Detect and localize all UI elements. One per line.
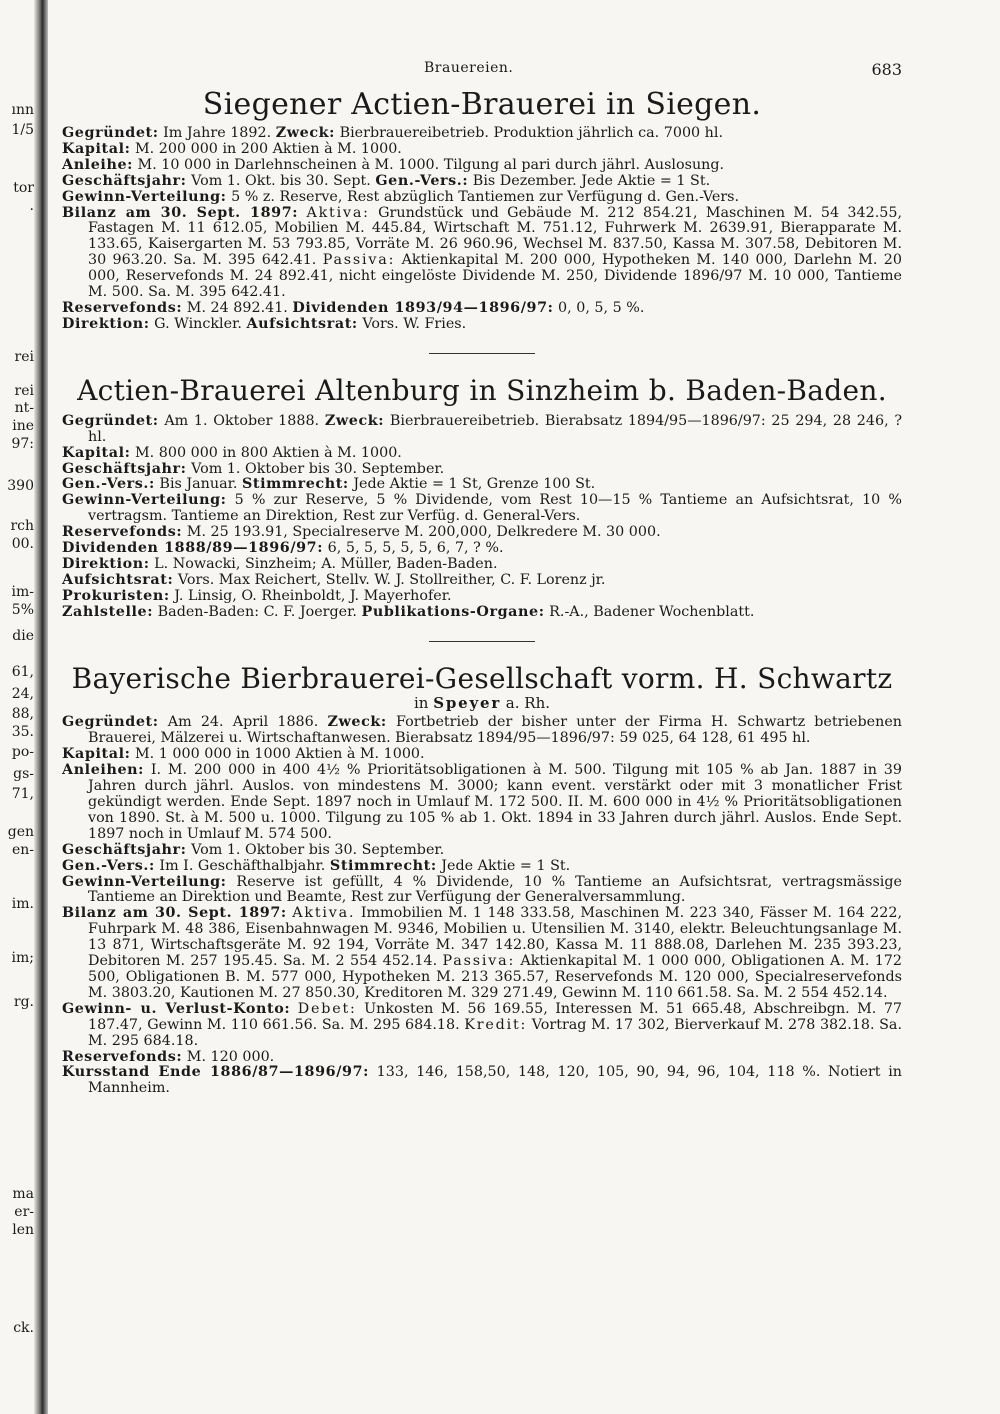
margin-fragment: .	[29, 198, 34, 214]
margin-fragment: 97:	[11, 436, 34, 452]
spaced-label: Kredit:	[464, 1016, 528, 1033]
field-text: 5 % zur Reserve, 5 % Dividende, vom Rest 10—15 % Tantieme an Aufsichtsrat, 10 % vertragsm. Tantieme an Direktion, Rest zur Verfüg. d. General-Vers.	[88, 492, 902, 525]
entry-paragraph	[62, 126, 902, 142]
margin-fragment: en-	[11, 842, 34, 858]
running-head	[62, 60, 902, 82]
field-text: M. 200 000 in 200 Aktien à M. 1000.	[130, 140, 402, 157]
entry-paragraph	[62, 462, 902, 478]
subheading-place: Speyer	[433, 693, 502, 712]
field-label: Dividenden 1888/89—1896/97:	[62, 540, 324, 557]
field-text: 5 % z. Reserve, Rest abzüglich Tantiemen zur Verfügung d. Gen.-Vers.	[226, 188, 740, 205]
margin-fragment: gs-	[13, 766, 34, 782]
field-label: Direktion:	[62, 315, 150, 332]
field-text: M. 10 000 in Darlehnscheinen à M. 1000. Tilgung al pari durch jährl. Auslosung.	[133, 156, 725, 173]
section-divider	[429, 353, 535, 354]
spaced-label: Passiva:	[322, 252, 396, 269]
field-text: Vom 1. Oktober bis 30. September.	[186, 460, 445, 477]
field-text: Im Jahre 1892.	[158, 125, 276, 141]
margin-fragment: 71,	[11, 786, 34, 802]
margin-fragment: 88,	[11, 706, 34, 722]
field-text: Fortbetrieb der bisher unter der Firma H. Schwartz betriebenen Brauerei, Mälzerei u. Wirtschaftanwesen. Bierabsatz 1894/95—1896/97: 59 025, 64 128, 61 495 hl.	[88, 714, 902, 747]
field-text	[290, 1001, 297, 1017]
spaced-label: Passiva:	[442, 953, 516, 970]
field-label: Reservefonds:	[62, 1048, 183, 1065]
field-label: Stimmrecht:	[329, 857, 437, 874]
margin-fragment: im-	[11, 584, 34, 600]
field-text: Grundstück und Gebäude M. 212 854.21, Maschinen M. 54 342.55, Fastagen M. 11 612.05, Mobilien M. 445.84, Wirtschaft M. 751.12, Fuhrwerk M. 2639.91, Bierapparate M. 133.65, Kaisergarten M. 53 793.85, Vorräte M. 26 960.96, Wechsel M. 837.50, Kassa M. 307.58, Debitoren M. 30 963.20. Sa. M. 395 642.41.	[88, 204, 903, 269]
field-label: Anleihe:	[62, 156, 134, 173]
field-text: Vors. W. Fries.	[357, 315, 467, 332]
field-label: Aufsichtsrat:	[246, 315, 358, 332]
entry-paragraph	[62, 859, 902, 875]
field-text: Vom 1. Oktober bis 30. September.	[186, 841, 445, 858]
field-text: Bierbrauereibetrieb. Bierabsatz 1894/95—1896/97: 25 294, 28 246, ? hl.	[88, 412, 902, 445]
entry-paragraph	[62, 525, 902, 541]
field-text: 6, 5, 5, 5, 5, 5, 6, 7, ? %.	[323, 540, 504, 557]
field-text: M. 800 000 in 800 Aktien à M. 1000.	[130, 444, 402, 461]
field-text: Reserve ist gefüllt, 4 % Dividende, 10 % Tantieme an Aufsichtsrat, vertragsmässige Tantieme an Direktion und Beamte, Rest zur Verfügung der Generalversammlung.	[88, 873, 902, 906]
margin-fragment: 24,	[11, 686, 34, 702]
field-label: Gegründet:	[62, 412, 159, 429]
field-label: Gewinn- u. Verlust-Konto:	[62, 1000, 291, 1017]
field-text: Jede Aktie = 1 St.	[436, 857, 571, 874]
field-label: Geschäftsjahr:	[62, 460, 187, 477]
entry-siegener-actien-brauerei	[62, 88, 902, 333]
field-text: Unkosten M. 56 169.55, Interessen M. 51 665.48, Abschreibgn. M. 77 187.47, Gewinn M. 110 661.56. Sa. M. 295 684.18.	[88, 1000, 903, 1033]
field-label: Gewinn-Verteilung:	[62, 188, 227, 205]
field-label: Bilanz am 30. Sept. 1897:	[62, 204, 299, 221]
margin-fragment: er-	[14, 1204, 34, 1220]
spaced-label: Aktiva:	[306, 204, 370, 221]
field-label: Publikations-Organe:	[361, 603, 545, 620]
field-label: Anleihen:	[62, 762, 145, 779]
field-text: Vors. Max Reichert, Stellv. W. J. Stollreither, C. F. Lorenz jr.	[173, 571, 606, 588]
margin-fragment: nt-	[14, 400, 34, 416]
margin-fragment: gen	[7, 824, 34, 840]
margin-fragment: rei	[14, 383, 34, 399]
entry-heading: Bayerische Bierbrauerei-Gesellschaft vorm. H. Schwartz	[71, 661, 893, 695]
field-label: Gen.-Vers.:	[62, 857, 155, 874]
field-text: Aktienkapital M. 1 000 000, Obligationen A. M. 172 500, Obligationen B. M. 577 000, Hypotheken M. 213 365.57, Reservefonds M. 120 000, Specialreservefonds M. 3803.20, Kautionen M. 27 850.30, Kreditoren M. 329 271.49, Gewinn M. 110 661.58. Sa. M. 2 554 452.14.	[88, 953, 902, 1001]
margin-fragment: len	[12, 1222, 34, 1238]
entry-bayerische-bierbrauerei	[62, 662, 902, 1098]
page-number: 683	[871, 60, 902, 79]
running-head-title: Brauereien.	[424, 60, 514, 76]
field-text: 0, 0, 5, 5 %.	[553, 299, 645, 316]
entry-paragraph	[62, 1050, 902, 1066]
section-divider	[429, 641, 535, 642]
margin-fragment: im.	[11, 896, 34, 912]
field-text: M. 25 193.91, Specialreserve M. 200,000, Delkredere M. 30 000.	[182, 524, 661, 541]
spaced-label: Aktiva.	[292, 905, 356, 922]
field-text: Baden-Baden: C. F. Joerger.	[153, 603, 362, 620]
field-text: 133, 146, 158,50, 148, 120, 105, 90, 94, 96, 104, 118 %. Notiert in Mannheim.	[88, 1064, 902, 1097]
entry-paragraph	[62, 589, 902, 605]
field-label: Reservefonds:	[62, 299, 183, 316]
field-text: I. M. 200 000 in 400 4½ % Prioritätsobligationen à M. 500. Tilgung mit 105 % ab Jan. 1887 in 39 Jahren durch jährl. Auslos. von mindestens M. 3000; kann event. verstärkt oder mit 3 monatlicher Frist gekündigt werden. Ende Sept. 1897 noch in Umlauf M. 172 500. II. M. 600 000 in 4½ % Prioritätsobligationen von 1890. St. à M. 500 u. 1000. Tilgung zu 105 % ab 1. Okt. 1894 in 33 Jahren durch jährl. Auslos. Ende Sept. 1897 noch in Umlauf M. 574 500.	[88, 762, 902, 842]
field-text: Am 1. Oktober 1888.	[158, 412, 325, 429]
entry-paragraph	[62, 747, 902, 763]
field-text: Bis Dezember. Jede Aktie = 1 St.	[468, 172, 711, 189]
entry-paragraph	[62, 843, 902, 859]
field-label: Direktion:	[62, 555, 150, 572]
margin-fragment: rei	[14, 349, 34, 365]
field-label: Zweck:	[324, 412, 385, 429]
entry-subheading	[62, 693, 902, 712]
entry-paragraph	[62, 206, 902, 301]
field-text: Vortrag M. 17 302, Bierverkauf M. 278 382.18. Sa. M. 295 684.18.	[88, 1016, 902, 1049]
field-text: M. 120 000.	[182, 1048, 275, 1065]
margin-fragment: ine	[12, 418, 34, 434]
margin-fragment: ck.	[13, 1320, 34, 1336]
field-label: Stimmrecht:	[241, 476, 349, 493]
field-label: Gen.-Vers.:	[62, 476, 155, 493]
field-label: Gegründet:	[62, 714, 159, 731]
field-text: Jede Aktie = 1 St, Grenze 100 St.	[348, 476, 596, 493]
left-margin-fragments	[0, 0, 34, 1414]
field-label: Zahlstelle:	[62, 603, 154, 620]
entry-body	[62, 715, 902, 1097]
margin-fragment: 00.	[11, 536, 34, 552]
field-text: M. 24 892.41.	[182, 299, 293, 316]
margin-fragment: 35.	[11, 724, 34, 740]
field-text: G. Winckler.	[149, 315, 247, 332]
entry-paragraph	[62, 446, 902, 462]
field-text: M. 1 000 000 in 1000 Aktien à M. 1000.	[130, 746, 425, 763]
entry-paragraph	[62, 477, 902, 493]
field-label: Aufsichtsrat:	[62, 571, 174, 588]
entry-paragraph	[62, 158, 902, 174]
field-label: Kapital:	[62, 746, 131, 763]
field-label: Gegründet:	[62, 125, 159, 141]
field-text: Aktienkapital M. 200 000, Hypotheken M. 140 000, Darlehn M. 20 000, Reservefonds M. 24 892.41, nicht eingelöste Dividende M. 250, Dividende 1896/97 M. 10 000, Tantieme M. 500. Sa. M. 395 642.41.	[88, 252, 902, 301]
field-label: Gen.-Vers.:	[375, 172, 469, 189]
field-text: Bis Januar.	[154, 476, 242, 493]
entry-paragraph	[62, 573, 902, 589]
field-label: Kursstand Ende 1886/87—1896/97:	[62, 1064, 369, 1081]
field-text: R.-A., Badener Wochenblatt.	[544, 603, 755, 620]
entry-paragraph	[62, 190, 902, 206]
margin-fragment: im;	[11, 950, 34, 966]
entry-paragraph	[62, 875, 902, 907]
margin-fragment: ma	[12, 1186, 34, 1202]
field-label: Zweck:	[275, 125, 336, 141]
entry-paragraph	[62, 1002, 902, 1050]
subheading-prefix: in	[413, 693, 434, 712]
margin-fragment: po-	[11, 744, 34, 760]
field-text: Vom 1. Okt. bis 30. Sept.	[186, 172, 376, 189]
entry-heading: Siegener Actien-Brauerei in Siegen.	[202, 87, 762, 122]
entry-body	[62, 414, 902, 621]
field-label: Prokuristen:	[62, 587, 170, 604]
field-label: Gewinn-Verteilung:	[62, 492, 227, 509]
page	[62, 60, 902, 1097]
margin-fragment: rg.	[13, 994, 34, 1010]
field-text: Am 24. April 1886.	[158, 714, 328, 731]
field-label: Geschäftsjahr:	[62, 172, 187, 189]
margin-fragment: 5%	[11, 602, 34, 618]
field-text: J. Linsig, O. Rheinboldt, J. Mayerhofer.	[169, 587, 452, 604]
spaced-label: Debet:	[297, 1000, 357, 1017]
margin-fragment: tor	[13, 180, 34, 196]
entry-paragraph	[62, 142, 902, 158]
entry-paragraph	[62, 906, 902, 1001]
entry-paragraph	[62, 414, 902, 446]
entry-paragraph	[62, 715, 902, 747]
entry-paragraph	[62, 1065, 902, 1097]
entry-paragraph	[62, 174, 902, 190]
margin-fragment: rch	[10, 518, 34, 534]
field-text: Im I. Geschäfthalbjahr.	[154, 857, 330, 874]
field-text: L. Nowacki, Sinzheim; A. Müller, Baden-Baden.	[149, 555, 498, 572]
field-text: Immobilien M. 1 148 333.58, Maschinen M. 223 340, Fässer M. 164 222, Fuhrpark M. 48 386, Eisenbahnwagen M. 9346, Mobilien u. Utensilien M. 3140, elektr. Beleuchtungsanlage M. 13 871, Wirtschaftsgeräte M. 92 194, Vorräte M. 347 142.80, Kassa M. 11 888.08, Darlehen M. 235 393.23, Debitoren M. 257 195.45. Sa. M. 2 554 452.14.	[88, 905, 903, 970]
field-label: Zweck:	[327, 714, 387, 731]
field-label: Dividenden 1893/94—1896/97:	[292, 299, 554, 316]
margin-fragment: 1/5	[11, 122, 34, 138]
entry-paragraph	[62, 605, 902, 621]
field-label: Geschäftsjahr:	[62, 841, 187, 858]
entry-body	[62, 126, 902, 333]
field-label: Kapital:	[62, 444, 131, 461]
entry-paragraph	[62, 493, 902, 525]
book-spine	[34, 0, 48, 1414]
entry-paragraph	[62, 557, 902, 573]
field-label: Kapital:	[62, 140, 131, 157]
subheading-suffix: a. Rh.	[501, 693, 551, 712]
entry-paragraph	[62, 317, 902, 333]
entry-actien-brauerei-altenburg	[62, 374, 902, 621]
margin-fragment: die	[12, 628, 34, 644]
margin-fragment: 61,	[11, 664, 34, 680]
field-label: Bilanz am 30. Sept. 1897:	[62, 905, 287, 922]
margin-fragment: ınn	[11, 102, 34, 118]
entry-paragraph	[62, 541, 902, 557]
entry-heading: Actien-Brauerei Altenburg in Sinzheim b. Baden-Baden.	[77, 373, 887, 407]
margin-fragment: 390	[7, 478, 34, 494]
entry-paragraph	[62, 763, 902, 843]
field-label: Gewinn-Verteilung:	[62, 873, 227, 890]
field-label: Reservefonds:	[62, 524, 183, 541]
entry-paragraph	[62, 301, 902, 317]
field-text: Bierbrauereibetrieb. Produktion jährlich ca. 7000 hl.	[335, 125, 724, 141]
